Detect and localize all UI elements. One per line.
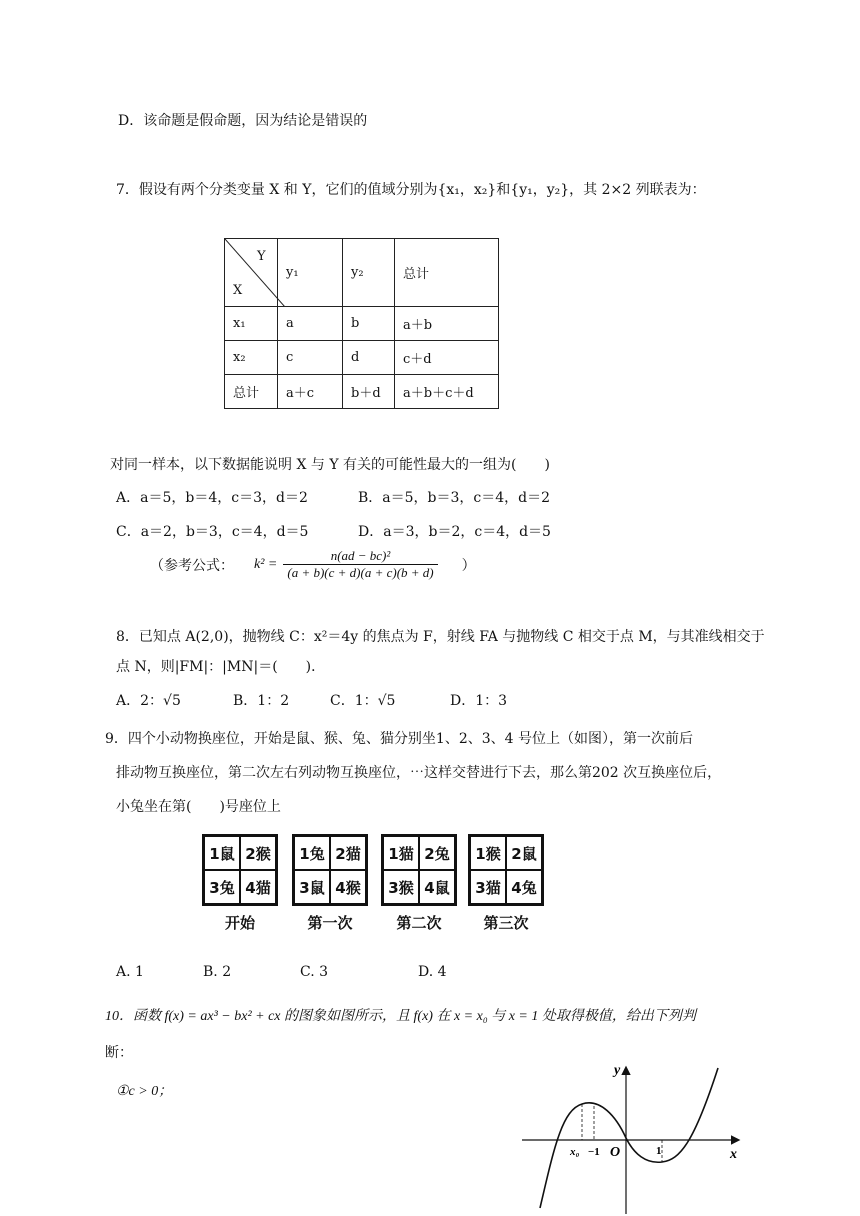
- function-graph: [520, 1058, 750, 1216]
- seat-3: 3猴: [383, 870, 419, 904]
- table-cell: 总计: [225, 375, 278, 409]
- seat-diagram-third: [468, 834, 544, 933]
- x0-label: x₀: [570, 1146, 580, 1158]
- q7-stem: 7．假设有两个分类变量 X 和 Y，它们的值域分别为{x₁，x₂}和{y₁，y₂}，其 2×2 列联表为：: [116, 182, 706, 198]
- table-cell: a: [278, 307, 343, 341]
- seat-caption: 第一次: [307, 914, 353, 932]
- table-header: 总计: [395, 239, 499, 307]
- table-cell: a＋b＋c＋d: [395, 375, 499, 409]
- formula-denominator: (a + b)(c + d)(a + c)(b + d): [287, 565, 434, 580]
- q10-line2: 断：: [105, 1045, 133, 1061]
- table-cell: a＋c: [278, 375, 343, 409]
- formula-prefix: （参考公式：: [150, 557, 234, 574]
- q9-line3: 小兔坐在第( )号座位上: [116, 799, 281, 815]
- seat-1: 1猫: [383, 836, 419, 870]
- q8-option-a: A．2：√5: [116, 693, 181, 709]
- seat-caption: 第三次: [483, 914, 529, 932]
- seat-2: 2猴: [240, 836, 276, 870]
- seat-diagram-first: [292, 834, 368, 933]
- seat-3: 3鼠: [294, 870, 330, 904]
- minus-one-label: −1: [588, 1146, 600, 1158]
- q8-option-c: C．1：√5: [330, 693, 396, 709]
- q9-option-a: A. 1: [116, 964, 144, 980]
- origin-label: O: [610, 1145, 621, 1160]
- q7-option-b: B．a＝5，b＝3，c＝4，d＝2: [358, 490, 551, 506]
- formula-numerator: n(ad − bc)²: [283, 548, 437, 565]
- seat-2: 2鼠: [506, 836, 542, 870]
- q10-line1: 10．函数 f(x) = ax³ − bx² + cx 的图象如图所示，且 f(x) 在 x = x₀ 与 x = 1 处取得极值，给出下列判: [105, 1009, 696, 1024]
- seat-1: 1兔: [294, 836, 330, 870]
- q7-question: 对同一样本，以下数据能说明 X 与 Y 有关的可能性最大的一组为( ): [110, 457, 550, 473]
- seat-1: 1猴: [470, 836, 506, 870]
- seat-3: 3兔: [204, 870, 240, 904]
- seat-2: 2兔: [419, 836, 455, 870]
- q8-line2: 点 N，则|FM|：|MN|＝( )．: [116, 659, 326, 675]
- x-axis-label: x: [730, 1147, 737, 1162]
- q9-line1: 9．四个小动物换座位，开始是鼠、猴、兔、猫分别坐1、2、3、4 号位上（如图），第一次前后: [105, 731, 693, 747]
- table-row: [225, 307, 499, 341]
- table-cell: b: [343, 307, 395, 341]
- table-cell: x₂: [225, 341, 278, 375]
- seat-diagram-second: [381, 834, 457, 933]
- q10-item1: ①c > 0；: [116, 1084, 173, 1099]
- q7-option-a: A．a＝5，b＝4，c＝3，d＝2: [116, 490, 308, 506]
- seat-2: 2猫: [330, 836, 366, 870]
- one-label: 1: [656, 1145, 662, 1157]
- q9-option-b: B. 2: [203, 964, 232, 980]
- table-header: y₁: [278, 239, 343, 307]
- q8-option-d: D．1：3: [450, 693, 508, 709]
- table-corner-cell: [225, 239, 278, 307]
- table-cell: b＋d: [343, 375, 395, 409]
- q6-option-d: D．该命题是假命题，因为结论是错误的: [118, 113, 368, 129]
- q7-option-c: C．a＝2，b＝3，c＝4，d＝5: [116, 524, 309, 540]
- cubic-curve: [540, 1068, 718, 1208]
- seat-4: 4兔: [506, 870, 542, 904]
- q7-formula: [150, 548, 476, 581]
- seat-diagram-start: [202, 834, 278, 933]
- q9-line2: 排动物互换座位，第二次左右列动物互换座位，⋯这样交替进行下去，那么第202 次互换座位后，: [116, 765, 722, 781]
- table-row: [225, 341, 499, 375]
- seat-4: 4猫: [240, 870, 276, 904]
- table-row: [225, 375, 499, 409]
- formula-lhs: k² =: [254, 556, 278, 572]
- formula-suffix: ）: [461, 557, 476, 574]
- q8-option-b: B．1：2: [233, 693, 290, 709]
- seat-4: 4猴: [330, 870, 366, 904]
- seat-4: 4鼠: [419, 870, 455, 904]
- q9-option-d: D. 4: [418, 964, 447, 980]
- q8-line1: 8．已知点 A(2,0)，抛物线 C：x²＝4y 的焦点为 F，射线 FA 与抛物线 C 相交于点 M，与其准线相交于: [116, 629, 765, 645]
- corner-y-label: Y: [257, 249, 266, 264]
- table-cell: c＋d: [395, 341, 499, 375]
- seat-1: 1鼠: [204, 836, 240, 870]
- table-cell: a＋b: [395, 307, 499, 341]
- seat-caption: 第二次: [396, 914, 442, 932]
- table-cell: x₁: [225, 307, 278, 341]
- table-cell: d: [343, 341, 395, 375]
- y-axis-label: y: [614, 1063, 621, 1078]
- formula-fraction: [283, 548, 437, 581]
- seat-3: 3猫: [470, 870, 506, 904]
- corner-x-label: X: [233, 283, 243, 298]
- seat-caption: 开始: [224, 914, 255, 932]
- q9-option-c: C. 3: [300, 964, 329, 980]
- contingency-table: [224, 238, 499, 409]
- table-header: y₂: [343, 239, 395, 307]
- q7-option-d: D．a＝3，b＝2，c＝4，d＝5: [358, 524, 551, 540]
- table-cell: c: [278, 341, 343, 375]
